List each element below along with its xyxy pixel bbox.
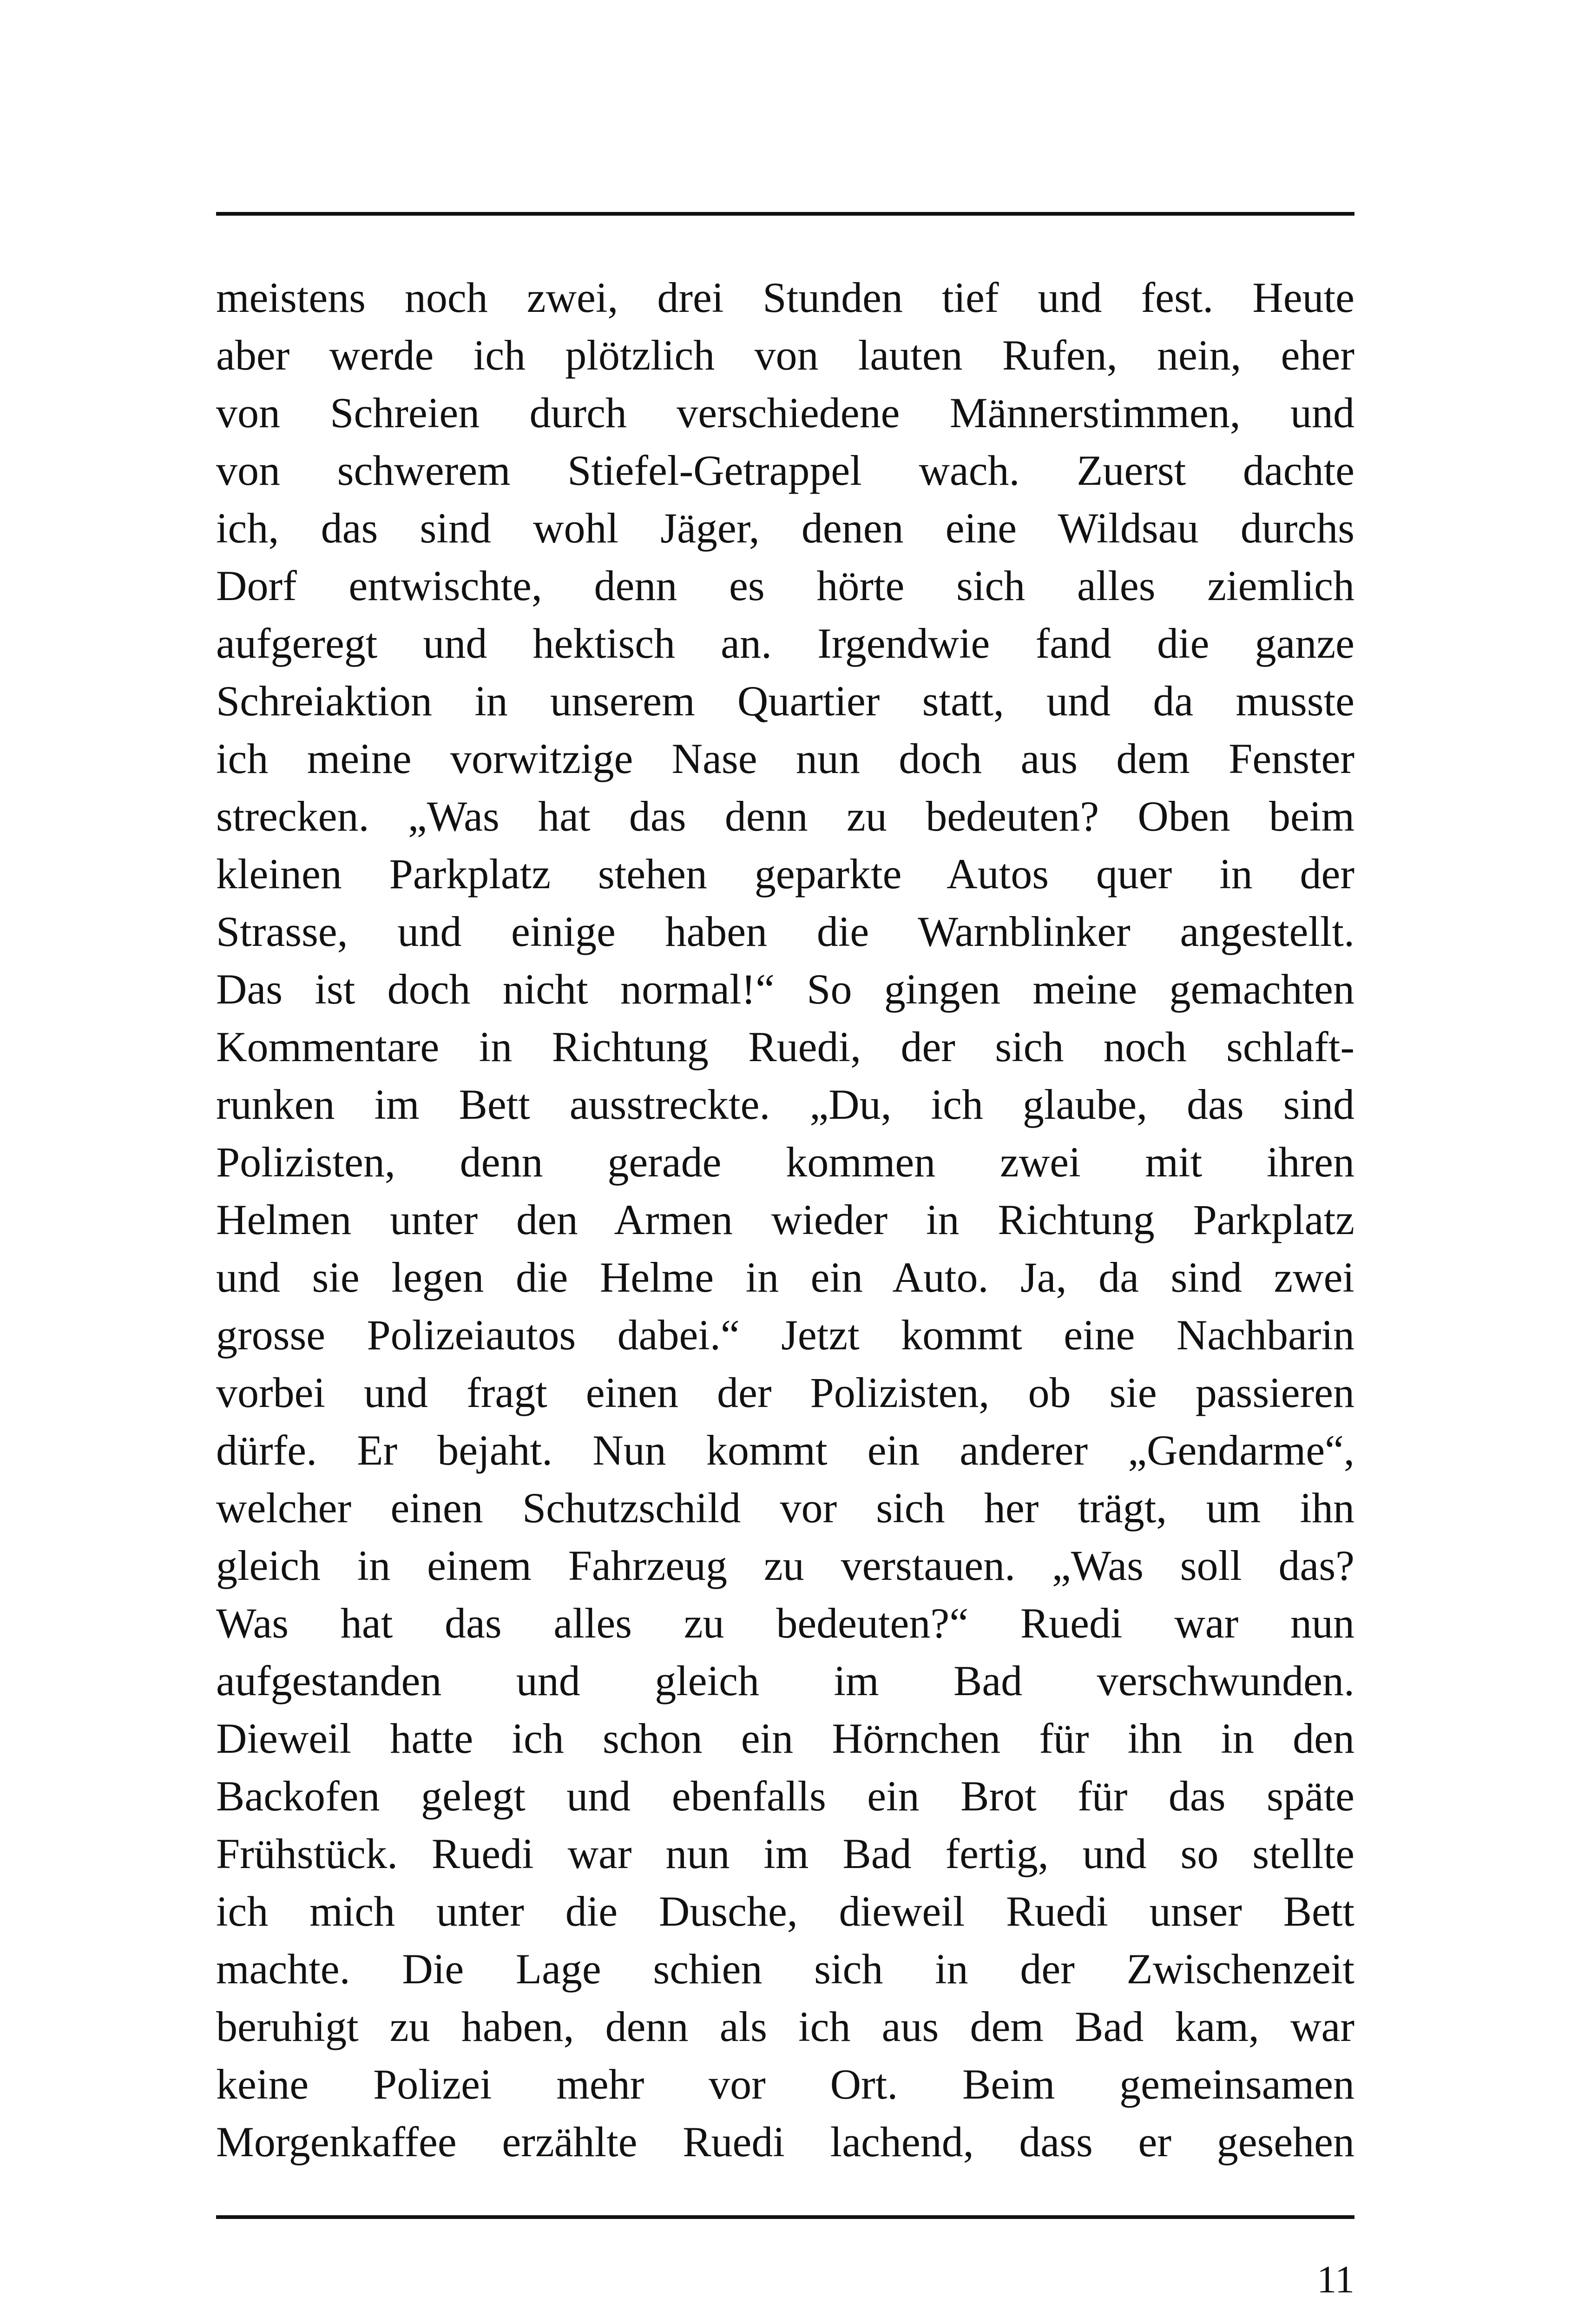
text-line: ich meine vorwitzige Nase nun doch aus dem Fenster — [216, 735, 1354, 782]
text-line: aber werde ich plötzlich von lauten Rufen, nein, eher — [216, 331, 1354, 379]
text-line: Das ist doch nicht normal!“ So gingen meine gemachten — [216, 965, 1354, 1013]
text-line: strecken. „Was hat das denn zu bedeuten? Oben beim — [216, 792, 1354, 840]
text-line: meistens noch zwei, drei Stunden tief und fest. Heute — [216, 274, 1354, 321]
text-line: Was hat das alles zu bedeuten?“ Ruedi war nun — [216, 1599, 1354, 1647]
text-line: gleich in einem Fahrzeug zu verstauen. „Was soll das? — [216, 1542, 1354, 1589]
header-rule — [216, 212, 1354, 216]
text-line: von Schreien durch verschiedene Männerstimmen, und — [216, 389, 1354, 436]
text-line: Morgenkaffee erzählte Ruedi lachend, dass er gesehen — [216, 2118, 1354, 2166]
text-line: Strasse, und einige haben die Warnblinker angestellt. — [216, 908, 1354, 955]
text-line: runken im Bett ausstreckte. „Du, ich glaube, das sind — [216, 1081, 1354, 1128]
text-line: Schreiaktion in unserem Quartier statt, und da musste — [216, 677, 1354, 725]
text-line: Dieweil hatte ich schon ein Hörnchen für ihn in den — [216, 1715, 1354, 1762]
text-line: und sie legen die Helme in ein Auto. Ja, da sind zwei — [216, 1254, 1354, 1301]
text-line: grosse Polizeiautos dabei.“ Jetzt kommt eine Nachbarin — [216, 1311, 1354, 1359]
text-line: machte. Die Lage schien sich in der Zwischenzeit — [216, 1945, 1354, 1993]
text-line: aufgeregt und hektisch an. Irgendwie fand die ganze — [216, 620, 1354, 667]
text-line: keine Polizei mehr vor Ort. Beim gemeinsamen — [216, 2060, 1354, 2108]
text-line: Frühstück. Ruedi war nun im Bad fertig, und so stellte — [216, 1830, 1354, 1877]
text-line: Kommentare in Richtung Ruedi, der sich noch schlaft- — [216, 1023, 1354, 1070]
text-line: welcher einen Schutzschild vor sich her trägt, um ihn — [216, 1484, 1354, 1532]
text-line: von schwerem Stiefel-Getrappel wach. Zuerst dachte — [216, 447, 1354, 494]
page-number: 11 — [1317, 2258, 1354, 2301]
text-line: ich, das sind wohl Jäger, denen eine Wildsau durchs — [216, 504, 1354, 552]
text-line: Polizisten, denn gerade kommen zwei mit ihren — [216, 1138, 1354, 1186]
text-line: kleinen Parkplatz stehen geparkte Autos quer in der — [216, 850, 1354, 898]
footer-rule — [216, 2215, 1354, 2219]
text-line: dürfe. Er bejaht. Nun kommt ein anderer „Gendarme“, — [216, 1426, 1354, 1474]
text-line: aufgestanden und gleich im Bad verschwunden. — [216, 1657, 1354, 1704]
text-line: vorbei und fragt einen der Polizisten, ob sie passieren — [216, 1369, 1354, 1416]
text-line: Helmen unter den Armen wieder in Richtung Parkplatz — [216, 1196, 1354, 1243]
body-text — [216, 269, 1354, 2171]
text-line: beruhigt zu haben, denn als ich aus dem Bad kam, war — [216, 2003, 1354, 2050]
text-line: Backofen gelegt und ebenfalls ein Brot für das späte — [216, 1772, 1354, 1820]
text-line: ich mich unter die Dusche, dieweil Ruedi unser Bett — [216, 1888, 1354, 1935]
text-line: Dorf entwischte, denn es hörte sich alles ziemlich — [216, 562, 1354, 609]
